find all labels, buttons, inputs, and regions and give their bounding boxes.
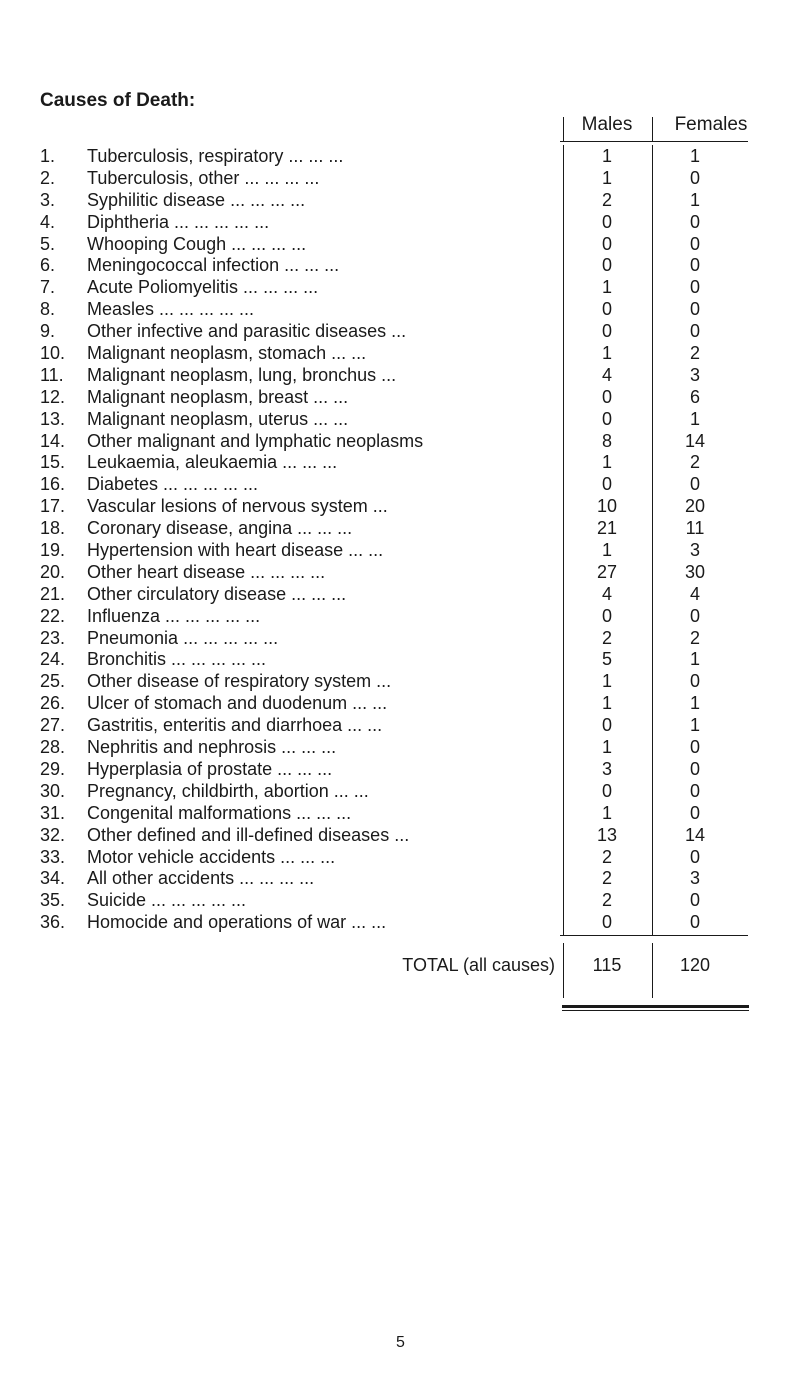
table-row bbox=[0, 605, 801, 627]
cause-label: Congenital malformations ... ... ... bbox=[87, 802, 352, 823]
row-number: 18. bbox=[40, 518, 66, 539]
cause-label: Other circulatory disease ... ... ... bbox=[87, 583, 347, 604]
cause-label: Tuberculosis, respiratory ... ... ... bbox=[87, 146, 344, 166]
females-count: 0 bbox=[689, 758, 700, 779]
header-rule bbox=[560, 141, 748, 142]
row-number: 16. bbox=[40, 474, 66, 495]
cause-label: Other infective and parasitic diseases ... bbox=[87, 321, 407, 342]
cause-label: Motor vehicle accidents ... ... ... bbox=[87, 846, 336, 867]
females-count: 20 bbox=[684, 496, 706, 517]
cause-label: Pneumonia ... ... ... ... ... bbox=[87, 627, 279, 648]
males-count: 1 bbox=[601, 146, 612, 166]
cause-label: Vascular lesions of nervous system ... bbox=[87, 496, 388, 517]
females-count: 1 bbox=[689, 693, 700, 714]
row-number: 29. bbox=[40, 758, 66, 779]
row-number: 4. bbox=[40, 211, 56, 232]
cause-label: Diphtheria ... ... ... ... ... bbox=[87, 211, 270, 232]
cause-label: Gastritis, enteritis and diarrhoea ... ... bbox=[87, 715, 383, 736]
total-label: TOTAL (all causes) bbox=[402, 955, 555, 975]
cause-label: Influenza ... ... ... ... ... bbox=[87, 605, 261, 626]
row-number: 15. bbox=[40, 452, 66, 473]
females-count: 0 bbox=[689, 321, 700, 342]
males-count: 8 bbox=[601, 430, 612, 451]
row-number: 3. bbox=[40, 189, 56, 210]
table-row bbox=[0, 736, 801, 758]
males-count: 1 bbox=[601, 671, 612, 692]
row-number: 7. bbox=[40, 277, 56, 298]
males-count: 1 bbox=[601, 277, 612, 298]
females-count: 0 bbox=[689, 780, 700, 801]
row-number: 6. bbox=[40, 255, 56, 276]
row-number: 23. bbox=[40, 627, 66, 648]
females-count: 0 bbox=[689, 255, 700, 276]
table-row bbox=[0, 233, 801, 255]
cause-label: Homocide and operations of war ... ... bbox=[87, 912, 387, 933]
table-row bbox=[0, 802, 801, 824]
males-column-header: Males bbox=[581, 114, 633, 135]
table-row bbox=[0, 867, 801, 889]
females-count: 3 bbox=[689, 540, 700, 561]
row-number: 30. bbox=[40, 780, 66, 801]
cause-label: Pregnancy, childbirth, abortion ... ... bbox=[87, 780, 369, 801]
cause-label: Acute Poliomyelitis ... ... ... ... bbox=[87, 277, 319, 298]
table-row bbox=[0, 539, 801, 561]
row-number: 5. bbox=[40, 233, 56, 254]
row-number: 36. bbox=[40, 912, 66, 933]
males-count: 4 bbox=[601, 583, 612, 604]
header-divider-middle bbox=[652, 117, 653, 141]
females-count: 1 bbox=[689, 146, 700, 166]
table-row bbox=[0, 320, 801, 342]
table-row bbox=[0, 430, 801, 452]
females-count: 1 bbox=[689, 408, 700, 429]
row-number: 17. bbox=[40, 496, 66, 517]
row-number: 12. bbox=[40, 386, 66, 407]
males-count: 5 bbox=[601, 649, 612, 670]
row-number: 35. bbox=[40, 890, 66, 911]
females-count: 0 bbox=[689, 167, 700, 188]
table-row bbox=[0, 495, 801, 517]
females-count: 1 bbox=[689, 715, 700, 736]
row-number: 32. bbox=[40, 824, 66, 845]
row-number: 14. bbox=[40, 430, 66, 451]
cause-label: Other malignant and lymphatic neoplasms bbox=[87, 430, 424, 451]
row-number: 31. bbox=[40, 802, 66, 823]
table-row bbox=[0, 780, 801, 802]
females-count: 3 bbox=[689, 868, 700, 889]
males-count: 0 bbox=[601, 605, 612, 626]
table-row bbox=[0, 824, 801, 846]
cause-label: Malignant neoplasm, lung, bronchus ... bbox=[87, 364, 397, 385]
table-row bbox=[0, 254, 801, 276]
males-count: 1 bbox=[601, 343, 612, 364]
row-number: 27. bbox=[40, 715, 66, 736]
cause-label: All other accidents ... ... ... ... bbox=[87, 868, 315, 889]
cause-label: Hypertension with heart disease ... ... bbox=[87, 540, 384, 561]
table-row bbox=[0, 342, 801, 364]
females-count: 14 bbox=[684, 430, 706, 451]
males-count: 0 bbox=[601, 408, 612, 429]
table-row bbox=[0, 145, 801, 167]
males-count: 1 bbox=[601, 737, 612, 758]
females-count: 0 bbox=[689, 605, 700, 626]
cause-label: Malignant neoplasm, stomach ... ... bbox=[87, 343, 367, 364]
row-number: 34. bbox=[40, 868, 66, 889]
table-row bbox=[0, 583, 801, 605]
males-count: 0 bbox=[601, 321, 612, 342]
females-count: 30 bbox=[684, 561, 706, 582]
row-number: 8. bbox=[40, 299, 56, 320]
cause-label: Ulcer of stomach and duodenum ... ... bbox=[87, 693, 388, 714]
cause-label: Other disease of respiratory system ... bbox=[87, 671, 392, 692]
table-row bbox=[0, 846, 801, 868]
row-number: 24. bbox=[40, 649, 66, 670]
table-row bbox=[0, 189, 801, 211]
total-rule bbox=[560, 935, 748, 936]
table-row bbox=[0, 889, 801, 911]
cause-label: Measles ... ... ... ... ... bbox=[87, 299, 255, 320]
females-count: 14 bbox=[684, 824, 706, 845]
row-number: 19. bbox=[40, 540, 66, 561]
double-rule-bottom bbox=[562, 1010, 749, 1011]
row-number: 25. bbox=[40, 671, 66, 692]
females-count: 1 bbox=[689, 189, 700, 210]
cause-label: Diabetes ... ... ... ... ... bbox=[87, 474, 259, 495]
row-number: 20. bbox=[40, 561, 66, 582]
females-count: 3 bbox=[689, 364, 700, 385]
males-count: 1 bbox=[601, 802, 612, 823]
cause-label: Leukaemia, aleukaemia ... ... ... bbox=[87, 452, 338, 473]
males-count: 0 bbox=[601, 255, 612, 276]
females-count: 2 bbox=[689, 343, 700, 364]
total-males-value: 115 bbox=[592, 955, 622, 975]
total-males-rule bbox=[563, 943, 564, 998]
males-count: 0 bbox=[601, 211, 612, 232]
cause-label: Malignant neoplasm, breast ... ... bbox=[87, 386, 349, 407]
females-count: 11 bbox=[685, 518, 705, 539]
males-count: 0 bbox=[601, 474, 612, 495]
row-number: 11. bbox=[40, 364, 64, 385]
males-count: 2 bbox=[601, 868, 612, 889]
table-row bbox=[0, 386, 801, 408]
males-count: 0 bbox=[601, 780, 612, 801]
double-rule-top bbox=[562, 1005, 749, 1008]
table-row bbox=[0, 517, 801, 539]
females-count: 0 bbox=[689, 474, 700, 495]
males-count: 13 bbox=[596, 824, 618, 845]
cause-label: Coronary disease, angina ... ... ... bbox=[87, 518, 353, 539]
row-number: 28. bbox=[40, 737, 66, 758]
males-count: 27 bbox=[596, 561, 618, 582]
table-row bbox=[0, 911, 801, 933]
males-count: 2 bbox=[601, 627, 612, 648]
females-count: 0 bbox=[689, 211, 700, 232]
males-count: 1 bbox=[601, 167, 612, 188]
cause-label: Malignant neoplasm, uterus ... ... bbox=[87, 408, 349, 429]
males-count: 0 bbox=[601, 912, 612, 933]
cause-label: Meningococcal infection ... ... ... bbox=[87, 255, 340, 276]
row-number: 21. bbox=[40, 583, 66, 604]
total-females-rule bbox=[652, 943, 653, 998]
cause-label: Other defined and ill-defined diseases ... bbox=[87, 824, 410, 845]
row-number: 26. bbox=[40, 693, 66, 714]
cause-label: Whooping Cough ... ... ... ... bbox=[87, 233, 307, 254]
table-row bbox=[0, 692, 801, 714]
males-count: 21 bbox=[596, 518, 618, 539]
row-number: 33. bbox=[40, 846, 66, 867]
table-row bbox=[0, 211, 801, 233]
males-count: 2 bbox=[601, 846, 612, 867]
females-count: 0 bbox=[689, 737, 700, 758]
table-row bbox=[0, 408, 801, 430]
table-row bbox=[0, 648, 801, 670]
cause-label: Suicide ... ... ... ... ... bbox=[87, 890, 247, 911]
row-number: 2. bbox=[40, 167, 56, 188]
row-number: 9. bbox=[40, 321, 56, 342]
cause-label: Bronchitis ... ... ... ... ... bbox=[87, 649, 267, 670]
males-count: 0 bbox=[601, 386, 612, 407]
males-count: 3 bbox=[601, 758, 612, 779]
table-row bbox=[0, 758, 801, 780]
males-count: 10 bbox=[596, 496, 618, 517]
females-count: 0 bbox=[689, 671, 700, 692]
table-row bbox=[0, 167, 801, 189]
males-count: 2 bbox=[601, 189, 612, 210]
table-row bbox=[0, 451, 801, 473]
females-count: 4 bbox=[689, 583, 700, 604]
total-females-value: 120 bbox=[679, 955, 711, 975]
causes-table bbox=[0, 145, 801, 933]
cause-label: Tuberculosis, other ... ... ... ... bbox=[87, 167, 320, 188]
table-row bbox=[0, 670, 801, 692]
males-count: 0 bbox=[601, 233, 612, 254]
females-column-header: Females bbox=[674, 114, 748, 135]
cause-label: Hyperplasia of prostate ... ... ... bbox=[87, 758, 333, 779]
table-row bbox=[0, 276, 801, 298]
females-count: 0 bbox=[689, 277, 700, 298]
females-count: 0 bbox=[689, 802, 700, 823]
females-count: 0 bbox=[689, 233, 700, 254]
females-count: 6 bbox=[689, 386, 700, 407]
males-count: 0 bbox=[601, 715, 612, 736]
females-count: 0 bbox=[689, 299, 700, 320]
females-count: 0 bbox=[689, 846, 700, 867]
row-number: 1. bbox=[40, 146, 56, 166]
row-number: 10. bbox=[40, 343, 66, 364]
page-number: 5 bbox=[396, 1334, 405, 1351]
cause-label: Nephritis and nephrosis ... ... ... bbox=[87, 737, 337, 758]
females-count: 2 bbox=[689, 627, 700, 648]
table-row bbox=[0, 298, 801, 320]
females-count: 0 bbox=[689, 912, 700, 933]
table-row bbox=[0, 364, 801, 386]
cause-label: Other heart disease ... ... ... ... bbox=[87, 561, 326, 582]
header-divider-left bbox=[563, 117, 564, 141]
females-count: 0 bbox=[689, 890, 700, 911]
females-count: 1 bbox=[689, 649, 700, 670]
males-count: 1 bbox=[601, 452, 612, 473]
males-count: 0 bbox=[601, 299, 612, 320]
cause-label: Syphilitic disease ... ... ... ... bbox=[87, 189, 306, 210]
table-row bbox=[0, 714, 801, 736]
row-number: 13. bbox=[40, 408, 66, 429]
row-number: 22. bbox=[40, 605, 66, 626]
males-count: 1 bbox=[601, 540, 612, 561]
table-row bbox=[0, 561, 801, 583]
males-count: 2 bbox=[601, 890, 612, 911]
females-count: 2 bbox=[689, 452, 700, 473]
males-count: 4 bbox=[601, 364, 612, 385]
page-title: Causes of Death: bbox=[40, 90, 196, 111]
table-row bbox=[0, 627, 801, 649]
table-row bbox=[0, 473, 801, 495]
males-count: 1 bbox=[601, 693, 612, 714]
